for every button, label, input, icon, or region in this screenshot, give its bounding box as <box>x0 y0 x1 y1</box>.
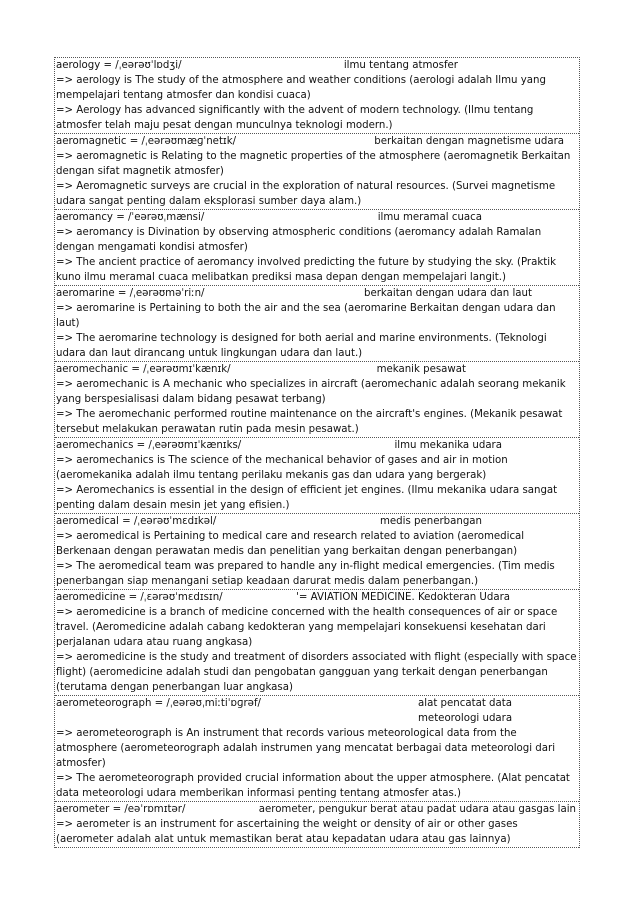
entry-aeromechanics <box>55 438 579 514</box>
entry-heading <box>56 438 578 453</box>
entry-gloss: '= AVIATION MEDICINE. Kedokteran Udara <box>296 592 510 603</box>
entry-example: => The aeromedical team was prepared to handle any in-flight medical emergencies. (Tim medis penerbangan siap menangani setiap keadaan darurat medis dalam penerbangan.) <box>56 561 555 587</box>
entry-aeromagnetic <box>55 134 579 210</box>
entry-definition: => aeromedicine is a branch of medicine concerned with the health consequences of air or space travel. (Aeromedicine adalah cabang kedokteran yang mempelajari konsekuensi kesehatan dari perjalanan udara atau ruang angkasa) <box>56 607 558 648</box>
entry-heading <box>56 134 578 149</box>
entry-gloss: ilmu meramal cuaca <box>377 212 482 223</box>
entry-definition: => aeromechanics is The science of the mechanical behavior of gases and air in motion (aeromekanika adalah ilmu tentang perilaku mekanis gas dan udara yang bergerak) <box>56 455 508 481</box>
entry-heading <box>56 210 578 225</box>
entry-gloss: ilmu tentang atmosfer <box>343 60 458 71</box>
entry-gloss: berkaitan dengan magnetisme udara <box>374 136 564 147</box>
entry-example: => Aerology has advanced significantly with the advent of modern technology. (Ilmu tentang atmosfer telah maju pesat dengan munculnya teknologi modern.) <box>56 105 534 131</box>
entry-gloss: berkaitan dengan udara dan laut <box>363 288 532 299</box>
entry-term: aerometer = /eəˈrɒmɪtər/ <box>56 804 186 815</box>
entry-example: => Aeromechanics is essential in the design of efficient jet engines. (Ilmu mekanika udara sangat penting dalam desain mesin jet yang efisien.) <box>56 485 558 511</box>
entry-definition: => aerology is The study of the atmosphere and weather conditions (aerologi adalah Ilmu yang mempelajari tentang atmosfer dan kondisi cuaca) <box>56 75 546 101</box>
dictionary-document <box>54 57 580 848</box>
entry-term: aeromarine = /ˌeərəʊməˈriːn/ <box>56 288 205 299</box>
entry-gloss: mekanik pesawat <box>376 364 466 375</box>
entry-example: => The aeromarine technology is designed for both aerial and marine environments. (Teknologi udara dan laut dirancang untuk lingkungan udara dan laut.) <box>56 333 547 359</box>
entry-aerology <box>55 58 579 134</box>
entry-term: aeromedical = /ˌeərəʊˈmɛdɪkəl/ <box>56 516 217 527</box>
entry-example: => The aeromechanic performed routine maintenance on the aircraft's engines. (Mekanik pesawat tersebut melakukan perawatan rutin pada mesin pesawat.) <box>56 409 563 435</box>
entry-term: aeromagnetic = /ˌeərəʊmæɡˈnetɪk/ <box>56 136 237 147</box>
entry-aeromedical <box>55 514 579 590</box>
entry-aerometeorograph <box>55 696 579 802</box>
entry-aerometer <box>55 802 579 848</box>
entry-aeromancy <box>55 210 579 286</box>
entry-heading <box>56 590 578 605</box>
entry-example: => aeromedicine is the study and treatment of disorders associated with flight (especially with space flight) (aeromedicine adalah studi dan pengobatan gangguan yang terkait dengan penerbangan (terutama dengan penerbangan luar angkasa) <box>56 652 577 693</box>
entry-term: aeromancy = /ˈeərəʊˌmænsi/ <box>56 212 205 223</box>
entry-definition: => aerometer is an instrument for ascertaining the weight or density of air or other gases (aerometer adalah alat untuk memastikan berat atau kepadatan udara atau gas lainnya) <box>56 819 518 845</box>
entry-definition: => aeromagnetic is Relating to the magnetic properties of the atmosphere (aeromagnetik Berkaitan dengan sifat magnetik atmosfer) <box>56 151 571 177</box>
entry-definition: => aeromarine is Pertaining to both the air and the sea (aeromarine Berkaitan dengan udara dan laut) <box>56 303 556 329</box>
entry-example: => The aerometeorograph provided crucial information about the upper atmosphere. (Alat pencatat data meteorologi udara memberikan informasi penting tentang atmosfer atas.) <box>56 773 570 799</box>
entry-term: aerometeorograph = /ˌeərəʊˌmiːtiˈɒɡrəf/ <box>56 698 261 709</box>
entry-gloss: medis penerbangan <box>379 516 482 527</box>
entry-definition: => aerometeorograph is An instrument that records various meteorological data from the atmosphere (aerometeorograph adalah instrumen yang mencatat berbagai data meteorologi dari atmosfer) <box>56 728 556 769</box>
entry-heading <box>56 362 578 377</box>
entry-heading <box>56 58 578 73</box>
entry-aeromechanic <box>55 362 579 438</box>
entry-gloss: alat pencatat data meteorologi udara <box>418 698 513 724</box>
entry-aeromedicine <box>55 590 579 696</box>
entry-gloss: ilmu mekanika udara <box>394 440 502 451</box>
entry-heading <box>56 802 578 817</box>
entry-definition: => aeromancy is Divination by observing atmospheric conditions (aeromancy adalah Ramalan dengan mengamati kondisi atmosfer) <box>56 227 542 253</box>
entry-term: aeromechanics = /ˌeərəʊmɪˈkænɪks/ <box>56 440 242 451</box>
entry-heading <box>56 696 578 726</box>
entry-heading <box>56 286 578 301</box>
entry-example: => The ancient practice of aeromancy involved predicting the future by studying the sky. (Praktik kuno ilmu meramal cuaca melibatkan prediksi masa depan dengan mempelajari langit.) <box>56 257 556 283</box>
entry-definition: => aeromedical is Pertaining to medical care and research related to aviation (aeromedical Berkenaan dengan perawatan medis dan penelitian yang berkaitan dengan penerbangan) <box>56 531 525 557</box>
entry-gloss: aerometer, pengukur berat atau padat udara atau gasgas lain <box>258 804 576 815</box>
entry-term: aeromedicine = /ˌɛərəʊˈmɛdɪsɪn/ <box>56 592 223 603</box>
entry-example: => Aeromagnetic surveys are crucial in the exploration of natural resources. (Survei magnetisme udara sangat penting dalam eksplorasi sumber daya alam.) <box>56 181 556 207</box>
entry-term: aeromechanic = /ˌeərəʊmɪˈkænɪk/ <box>56 364 231 375</box>
entry-term: aerology = /ˌeərəʊˈlɒdʒi/ <box>56 60 182 71</box>
entry-heading <box>56 514 578 529</box>
entry-aeromarine <box>55 286 579 362</box>
entry-definition: => aeromechanic is A mechanic who specializes in aircraft (aeromechanic adalah seorang mekanik yang berspesialisasi dalam bidang pesawat terbang) <box>56 379 566 405</box>
